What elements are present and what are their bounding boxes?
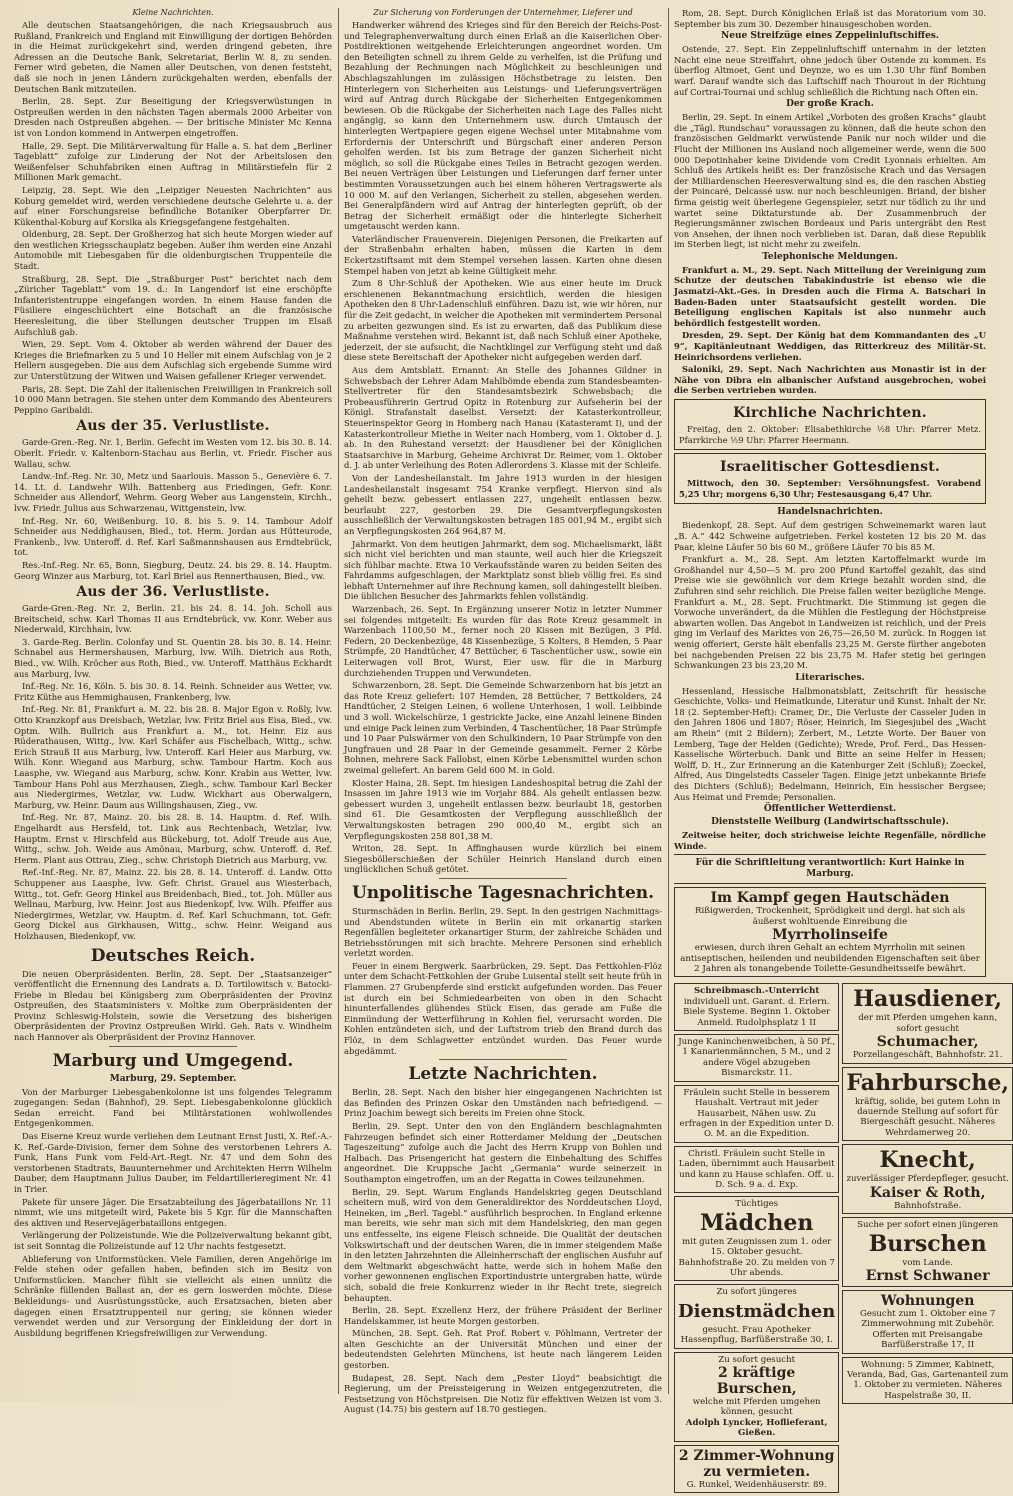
divider [439,1059,566,1060]
article-paragraph: Jahrmarkt. Von dem heutigen Jahrmarkt, dem sog. Michaelismarkt, läßt sich nicht viel berichten und man staunte, weil auch hier die Kriegszeit sich fühlbar machte. Etwa 10 Verkaufsstände waren zu beiden Seiten des Fahrdamms aufgeschlagen, der Marktplatz sonst blieb völlig frei. Es sind lebhaft Unternehmer auf ihre Rechnung kamen, soll dahingestellt bleiben. Die üblichen Besucher des Jahrmarkts fehlen vollständig. [344,538,662,602]
article-paragraph: Budapest, 28. Sept. Nach dem „Pester Lloyd“ beabsichtigt die Regierung, um der Preissteigerung in Weizen entgegenzutreten, die Festsetzung von Höchstpreisen. Die Notiz für effektiven Weizen ist vom 3. August (14.75) bis gestern auf 18.70 gestiegen. [344,1372,662,1415]
divider [674,854,986,855]
ad-text: Christl. Fräulein sucht Stelle in Laden, übernimmt auch Hausarbeit und kann zu Hause schlafen. Off. u. D. Sch. 9 a. d. Exp. [678,1148,835,1190]
article-paragraph: Berlin, 29. Sept. Unter den von den Engländern beschlagnahmten Fahrzeugen befindet sich einer Rotterdamer Meldung der „Deutschen Tageszeitung“ zufolge auch die Jacht des Herrn Krupp von Bohlen und Halbach. Das Prisengericht hat gestern die Einbehaltung des Schiffes angeordnet. Die Kruppsche Jacht „Germania“ wurde seinerzeit in Southampton eingetroffen, um an der Regatta in Cowes teilzunehmen. [344,1121,662,1184]
ad-title: Dienstmädchen [678,1300,836,1322]
ad-driver-wanted [842,1067,1013,1142]
casualty-entry: Inf.-Reg. Nr. 16, Köln. 5. bis 30. 8. 14. Reinh. Schneider aus Wetter, vw. Fritz Küthe aus Hemmighausen, Frankenberg, lvw. [14,681,332,702]
ad-text: Wohnung: 5 Zimmer, Kabinett, Veranda, Bad, Gas, Gartenanteil zum 1. Oktober zu vermieten. Näheres Haspelstraße 30, II. [846,1359,1009,1401]
ad-title: Mädchen [699,1209,814,1236]
article-paragraph: Dresden, 29. Sept. Der König hat dem Kommandanten des „U 9“, Kapitänleutnant Weddigen, das Ritterkreuz des Militär-St. Heinrichsordens verliehen. [674,330,986,362]
article-paragraph: Mittwoch, den 30. September: Versöhnungsfest. Vorabend 5,25 Uhr; morgens 6,30 Uhr; Festesausgang 6,47 Uhr. [679,478,981,499]
casualty-entry: Inf.-Reg. Nr. 60, Weißenburg. 10. 8. bis 5. 9. 14. Tambour Adolf Schneider aus Neddighausen, Bied., tot. Herm. Jordan aus Hütteurode, Frankenb., lvw. Unteroff. d. Ref. Karl Saßmannshausen aus Erndtebrück, tot. [14,515,332,558]
ad-title: Fahrbursche, [846,1069,1009,1096]
section-heading: Aus der 36. Verlustliste. [76,584,270,601]
ad-text: der mit Pferden umgehen kann, sofort gesucht [858,1013,998,1034]
ad-title: Schreibmasch.-Unterricht [693,986,820,997]
ad-text: erwiesen, durch ihren Gehalt an echtem Myrrholin mit seinen antiseptischen, heilenden und neubildenden Eigenschaften seit über 2 Jahren als tonangebende Toilette-Gesundheitsseife bewährt. [680,943,980,975]
column-rule [668,8,669,1394]
section-heading: Literarisches. [795,672,865,683]
article-paragraph: Freitag, den 2. Oktober: Elisabethkirche ½8 Uhr: Pfarrer Metz. Pfarrkirche ½9 Uhr: Pfarrer Heermann. [679,424,981,445]
article-paragraph: Frankfurt a. M., 28. Sept. Am letzten Kartoffelmarkt wurde im Großhandel nur 4,50—5 M. pro 200 Pfund Kartoffel gezahlt, das sind Preise wie sie gewöhnlich vor dem Kriege bezahlt worden sind, die Zufuhren sind sehr reichlich. Die Preise fallen weiter bezügliche Menge. Frankfurt a. M., 28. Sept. Fruchtmarkt. Die Stimmung ist gegen die Vorwoche unverändert, da die Mühlen die Festlegung der Höchstpreise abwarten wollen. Das Angebot in Landweizen ist reichlich, und der Preis ging im Verlauf des Marktes von 26,75—26,50 M. zurück. In Roggen ist wenig offeriert, Gerste hält ebenfalls 23,25 M. Gerste fürther angeboten bei nachgebenden Preisen 22 bis 23,75 M. Hafer stetig bei geringen Schwankungen 23 bis 23,20 M. [674,554,986,671]
section-heading: Israelitischer Gottesdienst. [720,459,940,476]
article-paragraph: Hessenland, Hessische Halbmonatsblatt, Zeitschrift für hessische Geschichte, Volks- und Heimatkunde, Literatur und Kunst. Inhalt der Nr. 18 (2. September-Heft): Cramer, Dr., Die Verluste der Casseler Juden in den Jahren 1806 und 1807; Röser, Heinrich, Im Siegesjubel des „Wacht am Rhein“ (mit 2 Bildern); Zerbert, M., Letzte Worte. Der Bauer von Lemberg, Tage der Helden (Gedichte); Wrede, Prof. Ferd., Das Hessen-Kasselische Wörterbuch. Dank und Bitte an seine Helfer in Hessen; Wolff, D. H., Zur Erinnerung an die Katenburger Zeit (Schluß); Zoeckel, Alfred, Aus Dingelstedts Casseler Tagen. Einige jetzt unbekannte Briefe des Dichters (Schluß); Bedelmann, Heinrich, Ein hessischer Bergsee; Aus Heimat und Fremde; Personalien. [674,685,986,802]
ad-maid-wanted [674,1196,839,1281]
ad-text: Bahnhofstraße. [894,1200,962,1211]
article-paragraph: Writon, 28. Sept. In Affinghausen wurde kürzlich bei einem Siegesböllerschießen der Schüler Heinrich Hansland durch einen unglücklichen Schuß getötet. [344,843,662,875]
divider [674,883,986,884]
ad-title: Im Kampf gegen Hautschäden [710,890,950,907]
imprint: Für die Schriftleitung verantwortlich: Kurt Hainke in Marburg. [695,858,965,880]
ad-housing [842,1290,1013,1354]
article-paragraph: Biedenkopf, 28. Sept. Auf dem gestrigen Schweinemarkt waren laut „B. A.“ 442 Schweine aufgetrieben. Ferkel kosteten 12 bis 20 M. das Paar, kleine Läufer 50 bis 60 M., größere Läufer 70 bis 85 M. [674,520,986,552]
article-paragraph: Aus dem Amtsblatt. Ernannt: An Stelle des Johannes Gildner in Schwebsbach der Lehrer Adam Mahlbömde ebenda zum Standesbeamten-Stellvertreter für den Standesamtsbezirk Schwebsbach; die Probeausführerin Gertrud Opitz in Rotenburg zur Aufseherin bei der Königl. Strafanstalt daselbst. Versetzt: der Katasterkontrolleur, Steuerinspektor Georg in Homberg nach Hanau (Katasteramt I), und der Katasterkontrolleur Miethe in Weiter nach Homberg, vom 1. Oktober d. J. ab. In den Ruhestand versetzt: der Hausdiener bei der Königlichen Staatsarchive in Marburg, Geheime Archivrat Dr. Reimer, vom 1. Oktober d. J. ab unter Verleihung des Roten Adlerordens 3. Klasse mit der Schleife. [344,365,662,471]
casualty-entry: Garde-Gren.-Reg. Nr. 2, Berlin. 21. bis 24. 8. 14. Joh. Scholl aus Breitscheid, schw. Karl Thomas II aus Erndtebrück, vw. Konr. Weber aus Niederwald, Kirchhain, lvw. [14,603,332,635]
ad-text: Zu sofort gesucht [718,1354,796,1365]
ad-firm: Kaiser & Roth, [869,1184,986,1201]
ad-text: Porzellangeschäft, Bahnhofstr. 21. [852,1050,1003,1061]
article-paragraph: Das Eiserne Kreuz wurde verliehen dem Leutnant Ernst Justi, X. Ref.-A.-K. Ref.-Garde-Division, ferner dem Sohne des verstorbenen Lehrers A. Funk, Hans Funk vom Feld-Art.-Regt. Nr. 47 und dem Sohn des verstorbenen Stadtrats, Bauunternehmer und Architekten Herrn Wilhelm Dauber, dem Hauptmann Julius Dauber, im Feldartillerieregiment Nr. 41 in Trier. [14,1131,332,1194]
ad-rabbits [674,1034,839,1082]
article-paragraph: Handwerker während des Krieges sind für den Bereich der Reichs-Post- und Telegraphenverwaltung durch einen Erlaß an die Kaiserlichen Ober-Postdirektionen weitgehende Erleichterungen angeordnet worden. Um den Beteiligten schnell zu ihrem Gelde zu verhelfen, ist die Prüfung und Bezahlung der Rechnungen nach Möglichkeit zu beschleunigen und Abschlagszahlungen im zulässigen Höchstbetrage zu leisten. Den Hinterlegern von Sicherheiten aus Leistungs- und Lieferungsverträgen wird auf Antrag durch Rückgabe der Sicherheiten Entgegenkommen bewiesen. Ob die Rückgabe der Sicherheiten nach Lage des Falles nicht angängig, so kann den Unternehmern usw. durch Umtausch der hinterlegten Wertpapiere gegen eigene Wechsel unter Mitabnahme vom Erfordernis der Unterschrift und Bürgschaft einer anderen Person geholfen werden. Ist bis zum Betrage der ganzen Sicherheit nicht möglich, so soll die Rückgabe eines Teiles in Betracht gezogen werden. Bei neuen Verträgen über Leistungen und Lieferungen darf ferner unter bestimmten Voraussetzungen auch bei einem höheren Vertragswerte als 10 000 M. auf den Verlangen, Sicherheit zu stellen, abgesehen werden. Bei Generalpfändern wird auf Antrag der hinterlegten geprüft, ob der Betrag der Sicherheit ermäßigt oder die hinterlegte Sicherheit umgetauscht werden kann. [344,20,662,232]
ad-firm: Ernst Schwaner [865,1267,990,1284]
section-heading: Deutsches Reich. [90,945,256,966]
article-paragraph: Berlin, 29. Sept. Warum Englands Handelskrieg gegen Deutschland scheitern muß, wird von dem Generaldirektor des Norddeutschen Lloyd, Heineken, im „Berl. Tagebl.“ ausführlich besprochen. In England erkenne man bereits, wie sehr man sich mit dem Handelskrieg, den man gegen uns entfesselte, ins eigene Fleisch schneide. Die Qualität der deutschen Volkswirtschaft und der deutschen Waren, die in immer steigendem Maße in den letzten Jahrzehnten die Alleinherrschaft der englischen Ausfuhr auf dem Weltmarkt abgeschwächt hatte, werde sich in hohem Maße den vorher gewonnenen englischen Exportindustrie untergraben hatte, würde sich, sobald die freie Konkurrenz wieder in ihr Recht trete, siegreich behaupten. [344,1186,662,1303]
ad-text: zuverlässiger Pferdepfleger, gesucht. [846,1174,1009,1185]
column-right [674,8,1009,1490]
ad-firm: Schumacher, [876,1034,979,1051]
article-paragraph: Paris, 28. Sept. Die Zahl der italienischen Freiwilligen in Frankreich soll 10 000 Mann betragen. Sie stehen unter dem Kommando des Abenteurers Peppino Garibaldi. [14,383,332,415]
divider [439,878,566,879]
article-paragraph: Schwarzenborn, 28. Sept. Die Gemeinde Schwarzenborn hat bis jetzt an das Rote Kreuz geliefert: 107 Hemden, 28 Bettücher, 7 Bettkolders, 24 Handtücher, 2 Steigen Leinen, 6 wollene Unterhosen, 1 woll. Leibbinde und 3 woll. Wickelschürze, 1 gestrickte Jacke, eine Anzahl leinene Binden und einige Pack leinen zum Verbinden, 4 Taschentücher, 18 Paar Strümpfe und 10 Paar Pulswärmer von den Schulkindern, 10 Paar Strümpfe von den Jungfrauen und 28 Paar in der Gemeinde gesammelt. Ferner 2 Körbe Bohnen, mehrere Sack Fallobst, einen Körbe Lebensmittel wurden schon zweimal geliefert. An barem Geld 600 M. in Gold. [344,680,662,775]
section-heading: Telephonische Meldungen. [762,251,898,262]
casualty-entry: Inf.-Reg. Nr. 81, Frankfurt a. M. 22. bis 28. 8. Major Egon v. Roßly, lvw. Otto Kranzkopf aus Dreisbach, Wetzlar, lvw. Fritz Briel aus Eisa, Bied., vw. Optm. Wilh. Bullrich aus Frankfurt a. M., tot. Heinr. Eiz aus Rüderathausen, Wittg., lvw. Karl Schäfer aus Fischelbach, Wittg., schw. Erich Strauß II aus Marburg, lvw. Unteroff. Karl Heier aus Marburg, vw. Wilh. Konr. Wiegand aus Marburg, schw. Tambour Hartm. Koch aus Laasphe, vw. Wiegand aus Marburg, schw. Konr. Krabin aus Wetter, lvw. Tambour Hans Pohl aus Merzhausen, Ziegh., schw. Tambour Karl Becker aus Niedergirmes, Wetzlar, vw. Ludw. Wickhart aus Oberwalgern, Marburg, vw. Heinr. Daum aus Willingshausen, Zieg., vw. [14,704,332,810]
church-notices [674,399,986,450]
ad-myrrholin [674,887,986,977]
ad-text: Junge Kaninchenweibchen, à 50 Pf., 1 Kanarienmännchen, 5 M., und 2 andere Vögel abzugeben Bismarckstr. 11. [678,1037,836,1079]
section-heading: Öffentlicher Wetterdienst. [763,804,897,815]
article-paragraph: Frankfurt a. M., 29. Sept. Nach Mitteilung der Vereinigung zum Schutze der deutschen Tabakindustrie ist ebenso wie die Jasmatzi-Akt.-Ges. in Dresden auch die Firma A. Batschari in Baden-Baden unter Staatsaufsicht gestellt worden. Die Beteiligung englischen Kapitals ist also nunmehr auch behördlich festgestellt worden. [674,264,986,328]
ad-situation-wanted [674,1085,839,1143]
ad-text: welche mit Pferden umgehen können, gesucht [692,1397,821,1418]
article-paragraph: Rom, 28. Sept. Durch Königlichen Erlaß ist das Moratorium vom 30. September bis zum 30. Dezember hinausgeschoben worden. [674,8,986,29]
ad-text: gesucht. Frau Apotheker Hassenpflug, Barfüßerstraße 30, I. [680,1324,833,1346]
article-paragraph: Halle, 29. Sept. Die Militärverwaltung für Halle a. S. hat dem „Berliner Tageblatt“ zufolge zur Linderung der Not der Arbeitslosen den Weißenfelser Schuhfabriken einen Auftrag in Militärstiefeln für 2 Millionen Mark gemacht. [14,140,332,183]
section-heading: Unpolitische Tagesnachrichten. [351,882,655,903]
ad-text: Rißigwerden, Trockenheit, Sprödigkeit und dergl. hat sich als äußerst wohltuende Einreibung die [694,906,965,927]
article-paragraph: Sturmschäden in Berlin. Berlin, 29. Sept. In den gestrigen Nachmittags- und Abendstunden wütete in Berlin ein mit orkanartig starken Regenfällen begleiteter orkanartiger Sturm, der zahlreiche Schäden und Betriebsstörungen mit sich brachte. Mehrere Personen sind erheblich verletzt worden. [344,905,662,959]
section-heading: Marburg und Umgegend. [52,1050,294,1071]
article-paragraph: Berlin, 28. Sept. Nach den bisher hier eingegangenen Nachrichten ist das Befinden des Prinzen Oskar den Umständen nach befriedigend. — Prinz Joachim bewegt sich bereits im Freien ohne Stock. [344,1087,662,1119]
ad-groom-wanted [842,1144,1013,1214]
section-heading: Handelsnachrichten. [777,507,883,518]
section-heading: Letzte Nachrichten. [408,1064,598,1085]
article-paragraph: Saloniki, 29. Sept. Nach Nachrichten aus Monastir ist in der Nähe von Dibra ein albanischer Aufstand ausgebrochen, wobei die Serben vertrieben wurden. [674,364,986,396]
ad-text: individuell unt. Garant. d. Erlern. Biele Systeme. Beginn 1. Oktober Anmeld. Rudolphsplatz 1 II [683,996,831,1028]
article-paragraph: Verlängerung der Polizeistunde. Wie die Polizeiverwaltung bekannt gibt, ist seit Sonntag die Polizeistunde auf 12 Uhr nachts festgesetzt. [14,1230,332,1251]
ad-stack [674,980,839,1496]
article-paragraph: Leipzig, 28. Sept. Wie den „Leipziger Neuesten Nachrichten“ aus Koburg gemeldet wird, werden verschiedene deutsche Gelehrte u. a. der auf einer Forschungsreise befindliche Botaniker Oberpfarrer Dr. Kükenthal-Koburg auf Korsika als Kriegsgefangene festgehalten. [14,184,332,227]
casualty-entry: Ref.-Inf.-Reg. Nr. 87, Mainz. 22. bis 28. 8. 14. Unteroff. d. Landw. Otto Schuppener aus Laasphe, lvw. Gefr. Christ. Grauel aus Wiesterbach, Wittg., tot. Gefr. Georg Hinkel aus Breidenbach, Bied., tot. Joh. Müller aus Wellnau, Marburg, lvw. Heinr. Jost aus Biedenkopf, lvw. Wilh. Pfeiffer aus Niedergirmes, Wetzlar, vw. Hauptm. d. Ref. Karl Schuchmann, tot. Gefr. Georg Dickel aus Girkhausen, Wittg., schw. Heinr. Weigand aus Holzhausen, Biedenkopf, vw. [14,867,332,941]
article-paragraph: Die neuen Oberpräsidenten. Berlin, 28. Sept. Der „Staatsanzeiger“ veröffentlicht die Ernennung des Landrats a. D. Tortilowitsch v. Batocki-Friebe in Bledau bei Königsberg zum Oberpräsidenten der Provinz Ostpreußen, des Staatsministers v. Moltke zum Oberpräsidenten der Provinz Schleswig-Holstein, sowie die Versetzung des bisherigen Oberpräsidenten der Provinz Ostpreußen Wirkl. Geh. Rats v. Windheim nach Hannover als Oberpräsident der Provinz Hannover. [14,968,332,1043]
section-heading: Kirchliche Nachrichten. [733,405,927,421]
column-left [14,8,332,1396]
ad-title: 2 kräftige Burschen, [716,1365,797,1397]
article-paragraph: Pakete für unsere Jäger. Die Ersatzabteilung des Jägerbataillons Nr. 11 nimmt, wie uns mitgeteilt wird, Pakete bis 5 Kgr. für die Mannschaften des aktiven und Reservejägerbataillons entgegen. [14,1196,332,1228]
casualty-entry: Res.-Inf.-Reg. Nr. 65, Bonn, Siegburg, Deutz. 24. bis 29. 8. 14. Hauptm. Georg Winzer aus Marburg, tot. Karl Briel aus Rennerthausen, Bied., vw. [14,559,332,581]
ad-housemaid-wanted [674,1284,839,1348]
article-paragraph: Ostende, 27. Sept. Ein Zeppelinluftschiff unternahm in der letzten Nacht eine neue Streiffahrt, ohne jedoch über Ostende zu kommen. Es überflog Altmoet, Gent und Deynze, wo es um 1.30 Uhr fünf Bomben warf. Darauf wandte sich das Luftschiff nach Thourout in der Richtung auf Cortrai-Tournai und schlug schließlich die Richtung nach Often ein. [674,44,986,97]
ad-row [674,980,1009,1496]
ad-housing [842,1357,1013,1405]
article-paragraph: Wien, 29. Sept. Vom 4. Oktober ab werden während der Dauer des Krieges die Briefmarken zu 5 und 10 Heller mit einem Aufschlag von je 2 Hellern ausgegeben. Die aus dem Aufschlag sich ergebende Summe wird zur Unterstützung der Witwen und Waisen gefallener Krieger verwendet. [14,339,332,381]
dateline: Marburg, 29. September. [109,1073,237,1084]
article-paragraph: Straßburg, 28. Sept. Die „Straßburger Post“ berichtet nach dem „Züricher Tageblatt“ vom 19. d.: In Langendorf ist eine erschöpfte Infanteristentruppe eingefangen worden. In einem Hause fanden die Füsiliere eingeschüchtert eine Botschaft an die französische Heeresleitung, die über Stellungen deutscher Truppen im Elsaß Aufschluß gab. [14,273,332,337]
ad-product-name: Myrrholinseife [772,927,888,944]
ad-text: Suche per sofort einen jüngeren [857,1220,999,1231]
article-paragraph: Berlin, 29. Sept. In einem Artikel „Vorboten des großen Krachs“ glaubt die „Tägl. Rundschau“ voraussagen zu können, daß die heute schon den französischen Geldmarkt verwüstende Panik nur noch wilder und die Flucht der Millionen ins Ausland noch allgemeiner werde, wenn die 500 000 Depotinhaber keine Dividende vom Credit Lyonnais erhielten. Am Schluß des Artikels heißt es: Der französische Krach und das Versagen der Milliardenschen Heeresverwaltung sind es, die den raschen Abstieg der Poincaré, Delcassé usw. nur noch beschleunigen. Briand, der bisher firma geistig weit überlegene Gegenspieler, setzt nur tödlich zu ihr und wartet seine Diktaturstunde ab. Der Zusammenbruch der Regierungsmänner zwischen Bordeaux und Paris untergräbt den Rest von Ansehen, der ihnen noch verblieben ist. Daran, daß diese Republik im Sterben liegt, ist nicht mehr zu zweifeln. [674,112,986,250]
ad-situation-wanted [674,1146,839,1194]
ad-text: vom Lande. [902,1257,953,1268]
column-rule [338,8,339,1394]
article-paragraph: Alle deutschen Staatsangehörigen, die nach Kriegsausbruch aus Rußland, Frankreich und England mit Einwilligung der dortigen Behörden in die Heimat zurückgekehrt sind, werden dringend gebeten, ihre Adressen an die Deutsche Bank, Sekretariat, Berlin W. 8, zu senden. Ferner wird gebeten, die Namen aller Deutschen, von denen feststeht, daß sie noch in jenen Ländern zurückgehalten werden, ebenfalls der Deutschen Bank mitzuteilen. [14,20,332,94]
ad-text: mit guten Zeugnissen zum 1. oder 15. Oktober gesucht. Bahnhofstraße 20. Zu melden von 7 Uhr abends. [678,1236,835,1278]
ad-text: Fräulein sucht Stelle in besserem Haushalt. Vertraut mit jeder Hausarbeit, Nähen usw. Zu erfragen in der Expedition unter D. O. M. an die Expedition. [679,1087,834,1140]
casualty-entry: Inf.-Reg. Nr. 87, Mainz. 20. bis 28. 8. 14. Hauptm. d. Ref. Wilh. Engelhardt aus Hersfeld, tot. Link aus Rechtenbach, Wetzlar, lvw. Hauptm. Ernst v. Hirschfeld aus Bückeburg, tot. Adolf Treude aus Aue, Wittg., schw. Joh. Weide aus Amönau, Marburg, schw. Unteroff. d. Ref. Herm. Plant aus Ottrau, Zieg., schw. Christoph Dietrich aus Marburg, vw. [14,812,332,865]
ad-title: Knecht, [879,1147,976,1174]
article-paragraph: Berlin, 28. Sept. Exzellenz Herz, der frühere Präsident der Berliner Handelskammer, ist heute Morgen gestorben. [344,1305,662,1326]
section-label: Kleine Nachrichten. [132,8,214,17]
ad-porter-wanted [842,983,1013,1063]
ad-title: 2 Zimmer-Wohnung zu vermieten. [678,1447,835,1480]
ad-flat-to-let [674,1445,839,1493]
article-paragraph: Feuer in einem Bergwerk. Saarbrücken, 29. Sept. Das Fettkohlen-Flöz unter dem Schacht-Fettkohlen der Grube Luisental stellt seit heute früh in Flammen. 27 Grubenpferde sind erstickt aufgefunden worden. Das Feuer ist durch ein bei Schmiedearbeiten von oben in den Schacht hinunterfallendes glühendes Stück Eisen, das gerade am Fuße die Einmündung der Wetterführung in Kohlen fiel, verursacht worden. Die Kohlen entzündeten sich, und der Luftstrom trieb den Brand durch das Flöz, in dem Schlagwetter entzündet wurden. Das Feuer wurde abgedämmt. [344,960,662,1056]
weather-station: Dienststelle Weilburg (Landwirtschaftsschule). [711,817,949,828]
article-paragraph: Von der Marburger Liebesgabenkolonne ist uns folgendes Telegramm zugegangen: Sedan (Bahnhof), 29. Sept. Liebesgabenkolonne glücklich Sedan erreicht. Fand bei Militärstationen wohlwollendes Entgegenkommen. [14,1086,332,1129]
section-label: Zur Sicherung von Forderungen der Unternehmer, Lieferer und [373,8,633,17]
ad-text: kräftig, solide, bei gutem Lohn in dauernde Stellung auf sofort für Biergeschäft gesucht. Näheres Wehrdamerweg 20. [854,1096,1001,1138]
divider [109,1046,236,1047]
article-paragraph: Berlin, 28. Sept. Zur Beseitigung der Kriegsverwüstungen in Ostpreußen werden in den nächsten Tagen abermals 2000 Arbeiter von Dresden nach Ostpreußen abgehen. — Der britische Minister Mc Kenna ist von London kommend in Antwerpen eingetroffen. [14,96,332,138]
article-paragraph: Ablieferung von Uniformstücken. Viele Familien, deren Angehörige im Felde stehen oder gefallen haben, befinden sich im Besitz von Uniformstücken. Mancher fühlt sie vielleicht als einen unnütz die Schränke füllenden Ballast an, der es gern loswerden möchte. Diese Bekleidungs- und Ausrüstungsstücke, auch Ersatzsachen, bieten aber dagegen einen Ersatztruppenteil nur gering; sie können wieder verwendet werden und zur Versorgung der Einkleidung der dort in Ausbildung begriffenen Kriegsfreiwilligen zur Verwendung. [14,1253,332,1338]
ad-title: Burschen [868,1230,987,1257]
ad-text: Gesucht zum 1. Oktober eine 7 Zimmerwohnung mit Zubehör. Offerten mit Preisangabe Barfüßerstraße 17, II [860,1308,996,1351]
article-paragraph: Warzenbach, 26. Sept. In Ergänzung unserer Notiz in letzter Nummer sei folgendes mitgeteilt: Es wurden für das Rote Kreuz gesammelt in Warzenbach 1100,50 M., ferner noch 20 Kissen mit Bezügen, 3 Pfd. Federn, 20 Deckenbezüge, 48 Kissenbezüge, 5 Kolters, 8 Hemden, 5 Paar Strümpfe, 20 Handtücher, 47 Bettücher, 6 Taschentücher usw., sowie ein Leiterwagen voll Brot, Wurst, Eier usw. für die in Marburg durchziehenden Truppen und Verwundeten. [344,604,662,678]
section-heading: Der große Krach. [786,99,874,110]
section-heading: Neue Streifzüge eines Zeppelinluftschiffes. [721,31,939,42]
article-paragraph: Von der Landesheilanstalt. Im Jahre 1913 wurden in der hiesigen Landesheilanstalt insgesamt 754 Kranke verpflegt. Hiervon sind als geheilt bezw. gebessert entlassen 227, ungeheilt entlassen bezw. beurlaubt 227, gestorben 29. Die Gesamtverpflegungskosten ausschließlich der Verwaltungskosten betragen 185 001,94 M., ergibt sich an Verpflegungskosten 264 964,87 M. [344,472,662,536]
ad-text: Tüchtiges [735,1199,779,1210]
ad-title: Wohnungen [880,1292,975,1309]
casualty-entry: 3. Garde-Reg. Berlin. Colonfay und St. Quentin 28. bis 30. 8. 14. Heinr. Schnabel aus Hermershausen, Marburg, lvw. Wilh. Dietrich aus Roth, Bied., vw. Wilh. Kröcher aus Roth, Bied., vw. Unteroff. Matthäus Eckhardt aus Marburg, lvw. [14,636,332,679]
article-paragraph: Oldenburg, 28. Sept. Der Großherzog hat sich heute Morgen wieder auf den westlichen Kriegsschauplatz begeben. Außer ihm werden eine Anzahl Automobile mit Liebesgaben für die oldenburgischen Truppenteile die Stadt. [14,229,332,272]
ad-lads-wanted [674,1352,839,1442]
article-paragraph: München, 28. Sept. Geh. Rat Prof. Robert v. Pöhlmann, Vertreter der alten Geschichte an der Universität München und einer der bedeutendsten Gelehrten Münchens, ist heute nach längerem Leiden gestorben. [344,1328,662,1371]
ad-firm: Adolph Lyncker, Hoflieferant, Gießen. [685,1417,828,1439]
article-paragraph: Vaterländischer Frauenverein. Diejenigen Personen, die Freikarten auf der Straßenbahn erhalten haben, müssen die Karten in dem Eckertzstiftsamt mit dem Stempel versehen lassen. Karten ohne diesen Stempel haben von jetzt ab keine Gültigkeit mehr. [344,233,662,276]
synagogue-notices [674,453,986,504]
weather-forecast: Zeitweise heiter, doch strichweise leichte Regenfälle, nördliche Winde. [674,830,986,851]
ad-title: Hausdiener, [853,986,1003,1013]
ad-text: G. Runkel, Weidenhäuserstr. 89. [686,1479,827,1490]
casualty-entry: Landw.-Inf.-Reg. Nr. 30, Metz und Saarlouis. Masson 5., Genevière 6. 7. 14. Lt. d. Landwehr Wilh. Battenberg aus Friedingen, Gefr. Konr. Schneider aus Allendorf, Wehrm. Georg Weber aus Langenstein, Kirchh., lvw. Friedr. Julius aus Schwarzenau, Wittgenstein, lvw. [14,471,332,513]
casualty-entry: Garde-Gren.-Reg. Nr. 1, Berlin. Gefecht im Westen vom 12. bis 30. 8. 14. Oberlt. Friedr. v. Kaltenborn-Stachau aus Berlin, vt. Friedr. Fischer aus Wallau, schw. [14,437,332,469]
article-paragraph: Kloster Haina, 28. Sept. Im hiesigen Landeshospital betrug die Zahl der Insassen im Jahre 1913 wie im Vorjahr 884. Als geheilt entlassen bezw. gebessert wurden 3, ungeheilt entlassen bezw. beurlaubt 18, gestorben sind 61. Die Gesamtkosten der Verpflegung ausschließlich der Verwaltungskosten betragen 290 000,40 M., ergibt sich an Verpflegungskosten 258 801,38 M. [344,777,662,841]
ad-typing-lessons [674,983,839,1031]
ad-text: Zu sofort jüngeres [716,1287,797,1298]
ad-lad-wanted [842,1217,1013,1287]
section-heading: Aus der 35. Verlustliste. [76,418,270,435]
ad-stack [842,980,1013,1496]
column-middle [344,8,662,1415]
article-paragraph: Zum 8 Uhr-Schluß der Apotheken. Wie aus einer heute im Druck erschienenen Bekanntmachung ersichtlich, werden die hiesigen Apotheken den 8 Uhr-Ladenschluß einführen. Dazu ist, wie wir hören, nur für die Zeit gedacht, in welcher die Apotheken mit vermindertem Personal zu arbeiten gezwungen sind. Es ist zu erwarten, daß das Publikum diese Maßnahme verstehen wird. Bekannt ist, daß nach Schluß einer Apotheke, jederzeit, der sie aufsucht, die Nachtklingel zur Verfügung steht und daß diese stete Bereitschaft der Apotheker nicht aufgegeben werden darf. [344,278,662,363]
